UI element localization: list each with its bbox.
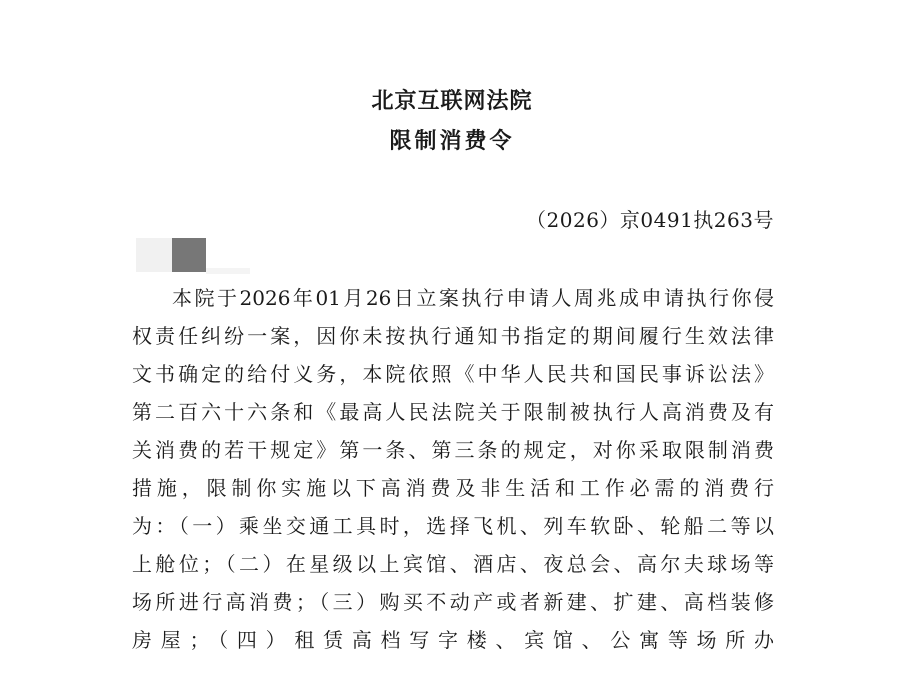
body-line: 第二百六十六条和《最高人民法院关于限制被执行人高消费及有 [132, 400, 774, 424]
body-line: 房屋；（四）租赁高档写字楼、宾馆、公寓等场所办 [132, 628, 774, 652]
redaction-block-trail [206, 268, 250, 274]
redaction-block [172, 238, 206, 272]
body-line: 为：（一）乘坐交通工具时，选择飞机、列车软卧、轮船二等以 [132, 514, 774, 538]
case-number: （2026）京0491执263号 [526, 208, 774, 232]
body-line: 本院于2026年01月26日立案执行申请人周兆成申请执行你侵 [172, 286, 774, 310]
document-title: 限制消费令 [389, 128, 515, 154]
body-line: 权责任纠纷一案，因你未按执行通知书指定的期间履行生效法律 [132, 324, 774, 348]
body-line: 关消费的若干规定》第一条、第三条的规定，对你采取限制消费 [132, 438, 774, 462]
body-line: 措施，限制你实施以下高消费及非生活和工作必需的消费行 [132, 476, 774, 500]
body-line: 上舱位；（二）在星级以上宾馆、酒店、夜总会、高尔夫球场等 [132, 552, 774, 576]
redaction-block-light [136, 238, 172, 272]
body-line: 文书确定的给付义务，本院依照《中华人民共和国民事诉讼法》 [132, 362, 774, 386]
court-name-heading: 北京互联网法院 [371, 88, 533, 114]
body-line: 场所进行高消费；（三）购买不动产或者新建、扩建、高档装修 [132, 590, 774, 614]
